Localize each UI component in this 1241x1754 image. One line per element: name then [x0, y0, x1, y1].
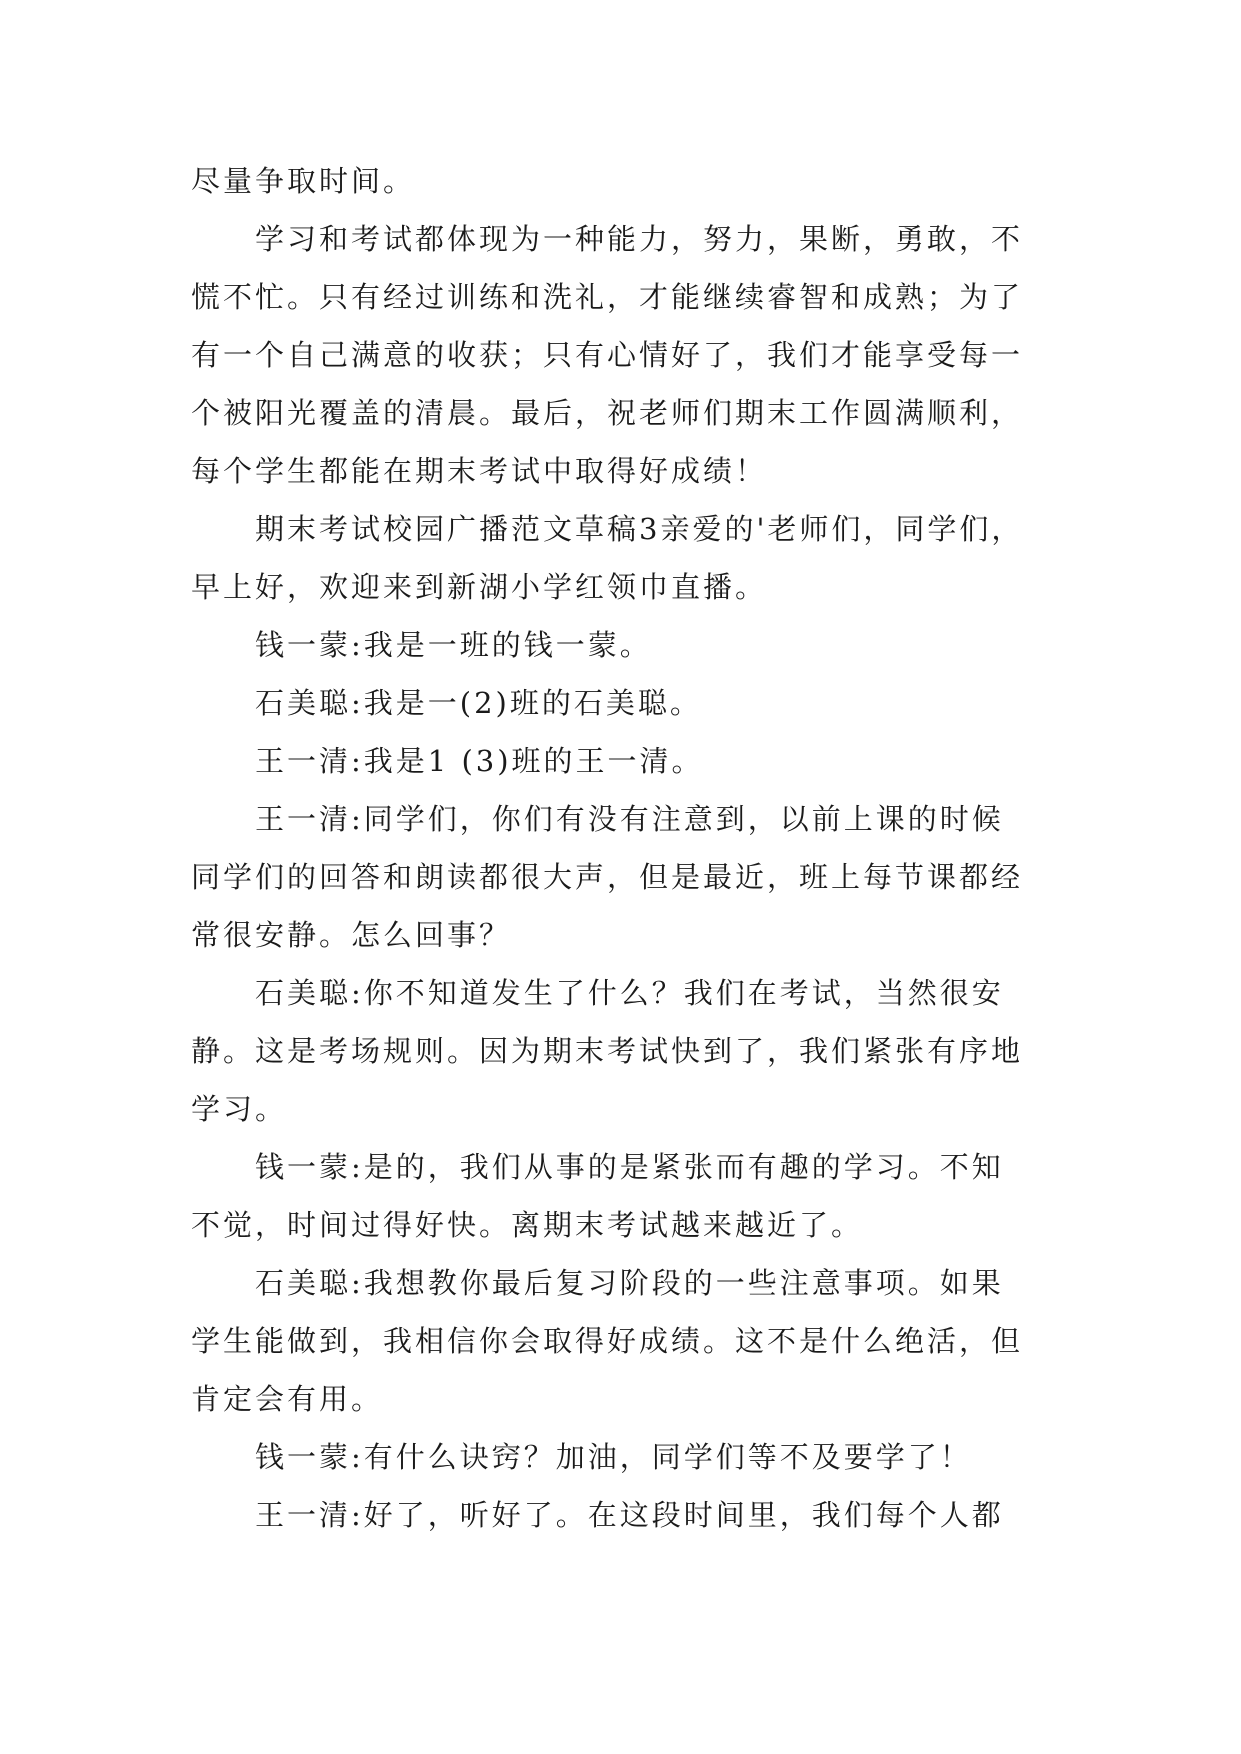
text-line: 石美聪:你不知道发生了什么？我们在考试，当然很安	[255, 976, 1004, 1010]
text-line: 钱一蒙:有什么诀窍？加油，同学们等不及要学了！	[255, 1440, 972, 1474]
text-line: 静。这是考场规则。因为期末考试快到了，我们紧张有序地	[191, 1034, 1024, 1068]
text-line: 慌不忙。只有经过训练和洗礼，才能继续睿智和成熟；为了	[191, 280, 1024, 314]
text-line: 王一清:好了，听好了。在这段时间里，我们每个人都	[255, 1498, 1004, 1532]
text-line: 学生能做到，我相信你会取得好成绩。这不是什么绝活，但	[191, 1324, 1024, 1358]
text-line: 石美聪:我是一(2)班的石美聪。	[255, 686, 702, 720]
text-line: 常很安静。怎么回事？	[191, 918, 512, 952]
text-line: 每个学生都能在期末考试中取得好成绩！	[191, 454, 768, 488]
text-line: 早上好，欢迎来到新湖小学红领巾直播。	[191, 570, 768, 604]
text-line: 同学们的回答和朗读都很大声，但是最近，班上每节课都经	[191, 860, 1024, 894]
text-line: 有一个自己满意的收获；只有心情好了，我们才能享受每一	[191, 338, 1024, 372]
text-line: 学习。	[191, 1092, 288, 1126]
document-body-text	[191, 152, 1071, 1544]
text-line: 肯定会有用。	[191, 1382, 384, 1416]
text-line: 不觉，时间过得好快。离期末考试越来越近了。	[191, 1208, 864, 1242]
text-line: 王一清:同学们，你们有没有注意到，以前上课的时候	[255, 802, 1004, 836]
text-line: 王一清:我是1 (3)班的王一清。	[255, 744, 704, 778]
text-line: 学习和考试都体现为一种能力，努力，果断，勇敢，不	[255, 222, 1024, 256]
text-line: 尽量争取时间。	[191, 164, 416, 198]
text-line: 钱一蒙:我是一班的钱一蒙。	[255, 628, 652, 662]
text-line: 个被阳光覆盖的清晨。最后，祝老师们期末工作圆满顺利，	[191, 396, 1024, 430]
text-line: 石美聪:我想教你最后复习阶段的一些注意事项。如果	[255, 1266, 1004, 1300]
text-line: 期末考试校园广播范文草稿3亲爱的'老师们，同学们，	[255, 512, 1024, 546]
text-line: 钱一蒙:是的，我们从事的是紧张而有趣的学习。不知	[255, 1150, 1004, 1184]
